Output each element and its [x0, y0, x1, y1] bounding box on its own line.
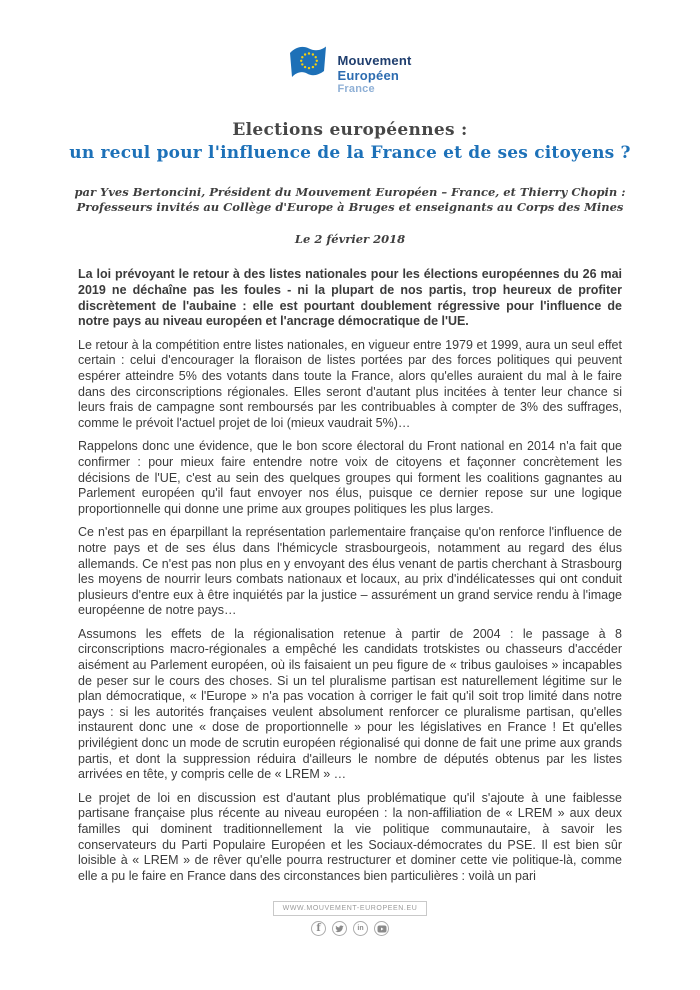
- article-title-line2: un recul pour l'influence de la France et de ses citoyens ?: [69, 143, 631, 164]
- logo-word-france: France: [337, 83, 375, 96]
- twitter-icon[interactable]: [332, 921, 347, 936]
- linkedin-icon[interactable]: in: [353, 921, 368, 936]
- logo-word-mouvement: Mouvement: [337, 53, 412, 68]
- logo: [0, 0, 700, 95]
- byline-line2: Professeurs invités au Collège d'Europe à Bruges et enseignants au Corps des Mines: [76, 200, 624, 215]
- social-icons-row: [311, 921, 389, 936]
- byline: [0, 185, 700, 215]
- body-paragraph: Ce n'est pas en éparpillant la représentation parlementaire française qu'on renforce l'influence de notre pays et de ses élus dans l'hémicycle strasbourgeois, notamment au regard des élus allemands. Ce n'est pas non plus en y envoyant des élus venant de partis cherchant à Strasbourg les moyens de nourrir leurs combats nationaux et locaux, au prix d'indélicatesses qui ont conduit plusieurs d'entre eux à être inquiétés par la justice – assurément un grand service rendu à l'image européenne de notre pays…: [78, 525, 622, 618]
- body-paragraph: La loi prévoyant le retour à des listes nationales pour les élections européennes du 26 mai 2019 ne déchaîne pas les foules - ni la plupart de nos partis, trop heureux de profiter discrètement de l'aubaine : elle est pourtant doublement régressive pour l'influence de notre pays au niveau européen et l'ancrage démocratique de l'UE.: [78, 267, 622, 329]
- byline-line1: par Yves Bertoncini, Président du Mouvement Européen – France, et Thierry Chopin :: [74, 185, 626, 200]
- footer-website-link[interactable]: WWW.MOUVEMENT-EUROPEEN.EU: [273, 901, 428, 916]
- article-title: [0, 119, 700, 165]
- article-body: [78, 267, 622, 884]
- body-paragraph: Rappelons donc une évidence, que le bon score électoral du Front national en 2014 n'a fait que confirmer : pour mieux faire entendre notre voix de citoyens et façonner concrètement les décisions de l'UE, c'est au sein des quelques groupes qui forment les coalitions gagnantes au Parlement européen qu'il faut envoyer nos élus, puisque ce dernier repose sur une logique proportionnelle qui donne une prime aux groupes politiques les plus larges.: [78, 439, 622, 516]
- eu-flag-icon: [288, 44, 328, 87]
- article-date: Le 2 février 2018: [294, 232, 406, 247]
- logo-text: [337, 42, 411, 95]
- body-paragraph: Assumons les effets de la régionalisation retenue à partir de 2004 : le passage à 8 circonscriptions macro-régionales a empêché les candidats trotskistes ou chasseurs d'accéder aisément au Parlement européen, où ils faisaient un peu figure de « tribus gauloises » incapables de peser sur le cours des choses. Si un tel pluralisme partisan est naturellement légitime sur le plan démocratique, « l'Europe » n'a pas vocation à corriger le fait qu'il soit trop limité dans notre pays : si les autorités françaises veulent absolument renforcer ce pluralisme partisan, qu'elles instaurent donc une « dose de proportionnelle » pour les législatives en France ! Et qu'elles privilégient donc un mode de scrutin européen régionalisé qui donne de fait une prime aux grands partis, et dont la suppression réduira d'ailleurs le nombre de députés obtenus par les listes arrivées en tête, y compris celle de « LREM » …: [78, 626, 622, 782]
- logo-word-europeen: Européen: [337, 67, 400, 83]
- article-title-line1: Elections européennes :: [232, 120, 468, 141]
- body-paragraph: Le projet de loi en discussion est d'autant plus problématique qu'il s'ajoute à une faiblesse partisane française plus récente au niveau européen : la non-affiliation de « LREM » aux deux familles qui dominent traditionnellement la vie politique communautaire, à savoir les conservateurs du Parti Populaire Européen et les Sociaux-démocrates du PSE. Il est bien sûr loisible à « LREM » de rêver qu'elle pourra restructurer et dominer cette vie politique-là, comme elle a pu le faire en France dans des circonstances bien particulières : voilà un pari: [78, 790, 622, 883]
- page-footer: [0, 901, 700, 936]
- youtube-icon[interactable]: [374, 921, 389, 936]
- body-paragraph: Le retour à la compétition entre listes nationales, en vigueur entre 1979 et 1999, aura un seul effet certain : celui d'encourager la floraison de listes portées par des forces politiques qui peuvent espérer atteindre 5% des votants dans toute la France, alors qu'elles auraient du mal à le faire dans des circonscriptions régionales. Elles seront d'autant plus incitées à tenter leur chance si leurs frais de campagne sont remboursés par les contribuables à compter de 3% des suffrages, comme le prévoit l'actuel projet de loi (mieux vaudrait 5%)…: [78, 337, 622, 430]
- facebook-icon[interactable]: f: [311, 921, 326, 936]
